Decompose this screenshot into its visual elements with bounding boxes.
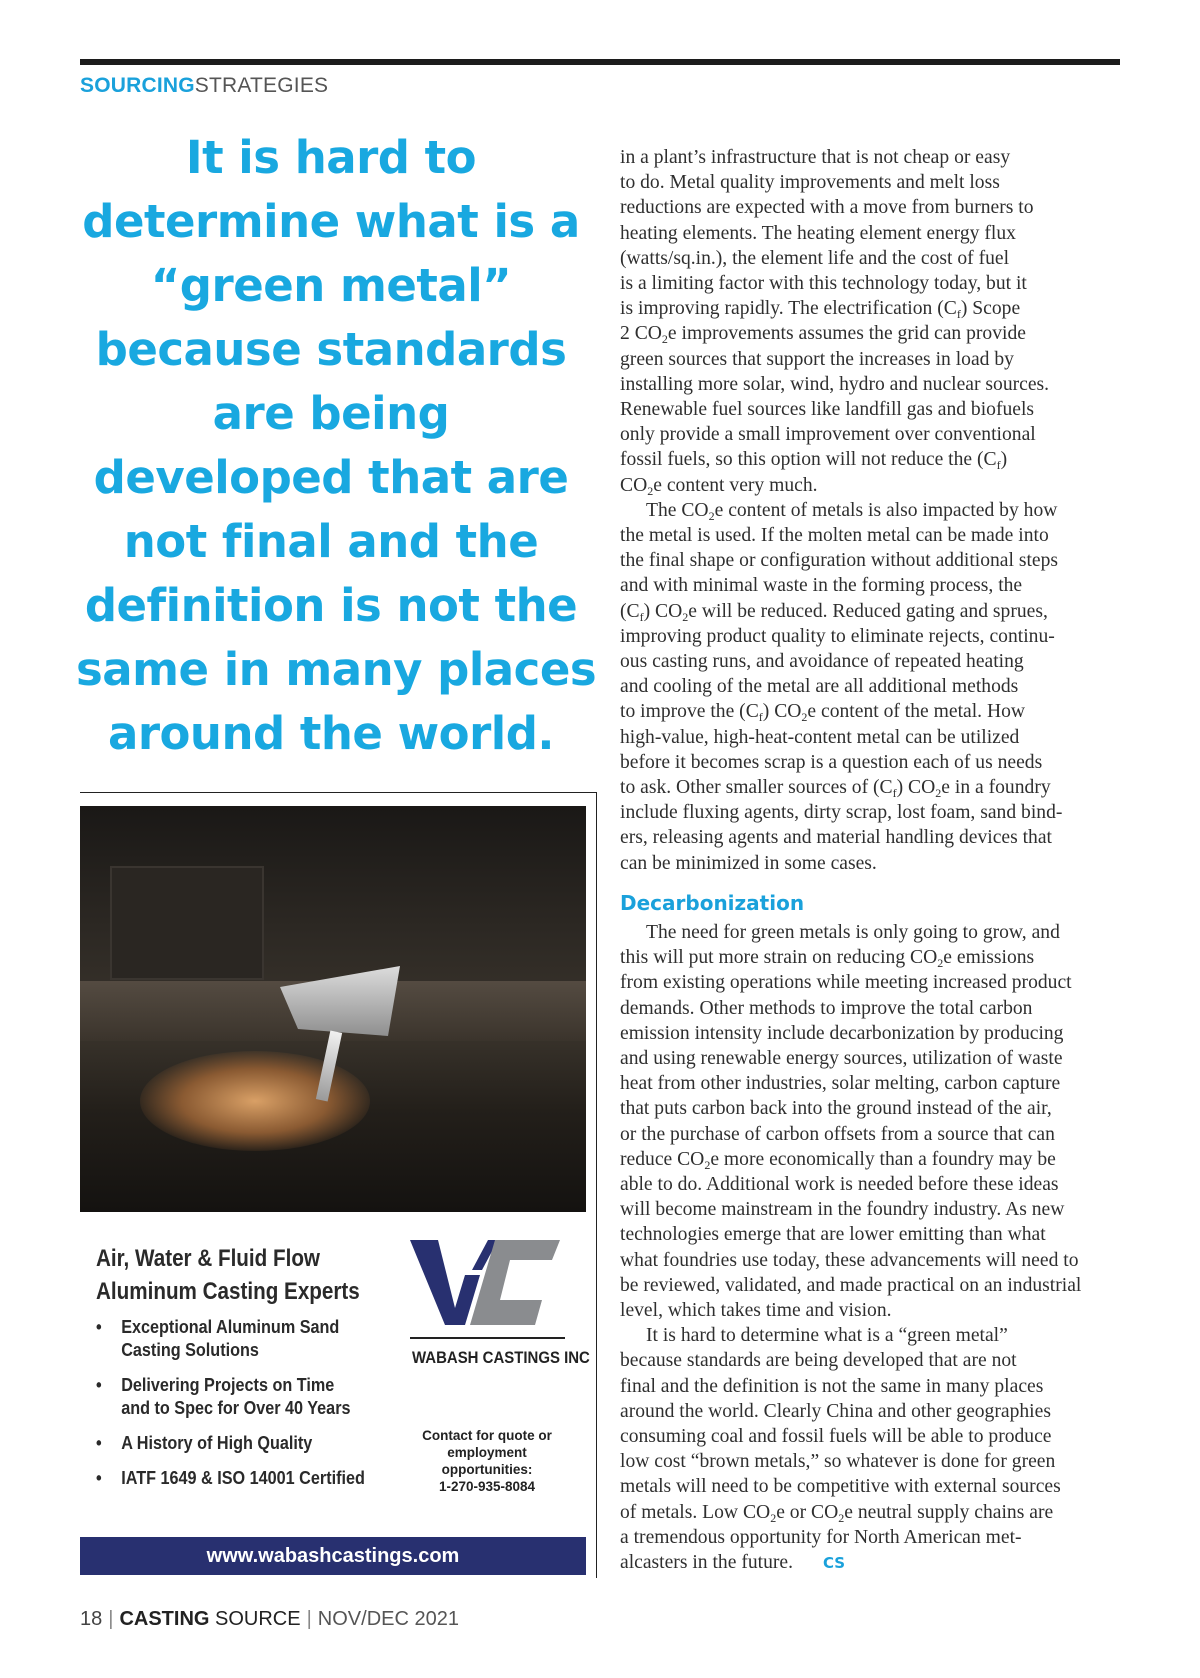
article-body (620, 145, 1122, 1576)
ad-bullet-text: • A History of High Quality (121, 1433, 313, 1453)
magazine-name-bold: CASTING (119, 1608, 210, 1630)
page-footer: 18 | CASTING SOURCE | NOV/DEC 2021 (80, 1608, 459, 1630)
ad-bullet-text: • IATF 1649 & ISO 14001 Certified (121, 1468, 365, 1488)
pull-quote-line: not final and the (123, 515, 539, 568)
advertisement (80, 1212, 590, 1537)
pull-quote-line: because standards (95, 323, 567, 376)
ad-bullet (96, 1467, 365, 1490)
pull-quote-line: definition is not the (84, 579, 578, 632)
pull-quote-line: developed that are (93, 451, 569, 504)
pull-quote-line: determine what is a (82, 195, 580, 248)
page-number: 18 (80, 1608, 103, 1630)
ad-border-top (80, 792, 597, 793)
wabash-logo (410, 1230, 560, 1330)
article-paragraph: It is hard to determine what is a “green metal” because standards are being developed that are not final and the definition is not the same in many places around the world. Clearly China and other geographies consuming coal and fossil fuels will be able to produce low cost “brown metals,” so whatever is done for green metals will need to be competitive with external sources of metals. Low $CO_2e$ or $CO_2e$ neutral supply chains are a tremendous opportunity for North American met- alcasters in the future. CS (620, 1325, 1061, 1573)
pull-quote (76, 126, 597, 766)
pull-quote-line: around the world. (107, 707, 555, 760)
pull-quote-line: same in many places (76, 643, 597, 696)
section-label-bold: SOURCING (80, 74, 195, 97)
ad-headline-line: Air, Water & Fluid Flow (96, 1245, 320, 1272)
ad-bullet (96, 1374, 365, 1420)
pull-quote-line: are being (212, 387, 450, 440)
article-paragraph: The $CO_2e$ content of metals is also impacted by how the metal is used. If the molten metal can be made into the final shape or configuration without additional steps and with minimal waste in the forming process, the $(C_f)$ $CO_2e$ will be reduced. Reduced gating and sprues, improving product quality to eliminate rejects, continu- ous casting runs, and avoidance of repeated heating and cooling of the metal are all additional methods to improve the $(C_f)$ $CO_2e$ content of the metal. How high-value, high-heat-content metal can be utilized before it becomes scrap is a question each of us needs to ask. Other smaller sources of $(C_f)$ $CO_2e$ in a foundry include fluxing agents, dirty scrap, lost foam, sand bind- ers, releasing agents and material handling devices that can be minimized in some cases. (620, 499, 1063, 874)
photo-molten-glow (140, 1051, 370, 1151)
issue-date: NOV/DEC 2021 (317, 1608, 459, 1630)
magazine-name-regular: SOURCE (215, 1608, 301, 1630)
company-name: WABASH CASTINGS INC (412, 1348, 590, 1367)
contact-line: opportunities: (441, 1462, 533, 1477)
end-mark: CS (823, 1553, 846, 1572)
contact-line: employment (447, 1445, 527, 1460)
ad-bullet-text: • Delivering Projects on Time (121, 1375, 335, 1395)
pull-quote-line: “green metal” (150, 259, 512, 312)
contact-info (414, 1427, 560, 1495)
foundry-photo (80, 806, 586, 1212)
photo-ladle (280, 966, 400, 1036)
phone-number: 1-270-935-8084 (438, 1479, 536, 1494)
logo-rule (410, 1337, 565, 1339)
ad-headline (96, 1242, 360, 1308)
ad-bullet-text: and to Spec for Over 40 Years (121, 1398, 351, 1418)
article-paragraph: in a plant’s infrastructure that is not cheap or easy to do. Metal quality improvements and melt loss reductions are expected with a move from burners to heating elements. The heating element energy flux (watts/sq.in.), the element life and the cost of fuel is a limiting factor with this technology today, but it is improving rapidly. The electrification $(C_f)$ Scope 2 $CO_2e$ improvements assumes the grid can provide green sources that support the increases in load by installing more solar, wind, hydro and nuclear sources. Renewable fuel sources like landfill gas and biofuels only provide a small improvement over conventional fossil fuels, so this option will not reduce the $(C_f)$ $CO_2e$ content very much. (620, 147, 1050, 498)
pull-quote-line: It is hard to (185, 131, 477, 184)
ad-bullet-text: • Exceptional Aluminum Sand (121, 1317, 340, 1337)
article-paragraph: The need for green metals is only going to grow, and this will put more strain on reducing $CO_2e$ emissions from existing operations while meeting increased product demands. Other methods to improve the total carbon emission intensity include decarbonization by producing and using renewable energy sources, utilization of waste heat from other industries, solar melting, carbon capture that puts carbon back into the ground instead of the air, or the purchase of carbon offsets from a source that can reduce $CO_2e$ more economically than a foundry may be able to do. Additional work is needed before these ideas will become mainstream in the foundry industry. As new technologies emerge that are lower emitting than what what foundries use today, these advancements will need to be reviewed, validated, and made practical on an industrial level, which takes time and vision. (620, 921, 1082, 1321)
ad-url-link[interactable]: www.wabashcastings.com (80, 1537, 586, 1575)
ad-bullet (96, 1316, 365, 1362)
ad-bullet-list (96, 1316, 395, 1502)
ad-bullet-text: Casting Solutions (121, 1340, 259, 1360)
section-label-regular: STRATEGIES (194, 74, 329, 97)
photo-machine (110, 866, 264, 980)
ad-bullet (96, 1432, 365, 1455)
section-label (80, 74, 328, 98)
ad-headline-line: Aluminum Casting Experts (96, 1278, 360, 1305)
contact-line: Contact for quote or (422, 1428, 552, 1443)
ad-border-right (596, 792, 597, 1578)
top-rule (80, 59, 1120, 65)
article-heading: Decarbonization (620, 890, 805, 915)
